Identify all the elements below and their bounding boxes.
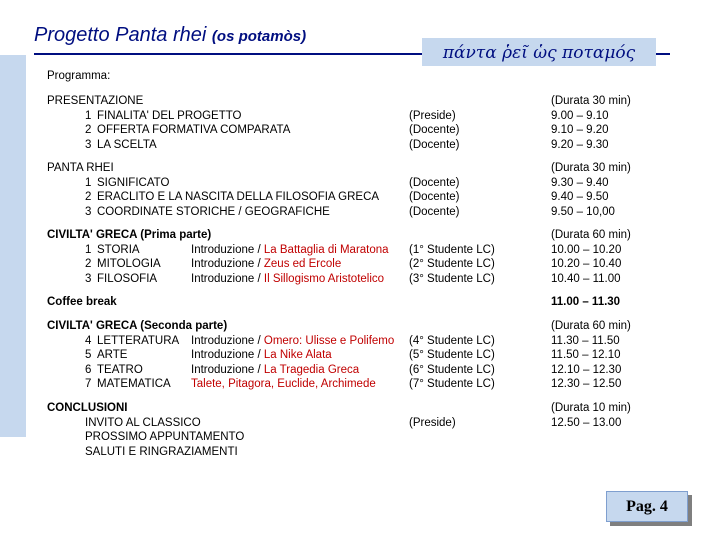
row-speaker: (4° Studente LC)	[409, 334, 495, 347]
section-heading: CIVILTA' GRECA (Prima parte)	[47, 229, 212, 241]
section-duration: (Durata 10 min)	[551, 402, 631, 414]
row-speaker: (5° Studente LC)	[409, 349, 495, 362]
row-speaker: (Docente)	[409, 124, 460, 137]
section-duration: (Durata 30 min)	[551, 95, 631, 107]
row-topic: Introduzione / Il Sillogismo Aristotelico	[191, 272, 385, 285]
coffee-break-time: 11.00 – 11.30	[551, 296, 621, 308]
row-topic: Introduzione / La Tragedia Greca	[191, 363, 360, 376]
conclusion-item: INVITO AL CLASSICO	[85, 416, 201, 429]
row-speaker: (2° Studente LC)	[409, 258, 495, 271]
row-time: 12.50 – 13.00	[551, 416, 622, 429]
row-time: 11.30 – 11.50	[551, 334, 620, 347]
section-duration: (Durata 60 min)	[551, 229, 631, 241]
row-topic: Talete, Pitagora, Euclide, Archimede	[191, 378, 376, 391]
coffee-break-label: Coffee break	[47, 296, 117, 308]
section-duration: (Durata 60 min)	[551, 320, 631, 332]
row-speaker: (Docente)	[409, 176, 460, 189]
row-number: 5	[85, 349, 92, 362]
row-topic: Introduzione / La Battaglia di Maratona	[191, 243, 389, 256]
row-number: 3	[85, 138, 92, 151]
row-label: STORIA	[97, 243, 140, 256]
row-label: MITOLOGIA	[97, 258, 161, 271]
row-number: 1	[85, 109, 92, 122]
row-topic: Introduzione / Omero: Ulisse e Polifemo	[191, 334, 395, 347]
row-time: 9.20 – 9.30	[551, 138, 609, 151]
row-number: 6	[85, 363, 92, 376]
row-number: 1	[85, 176, 92, 189]
section-heading: PANTA RHEI	[47, 162, 114, 174]
section-heading: CIVILTA' GRECA (Seconda parte)	[47, 320, 228, 332]
row-speaker: (7° Studente LC)	[409, 378, 495, 391]
row-number: 7	[85, 378, 92, 391]
row-topic: Introduzione / Zeus ed Ercole	[191, 258, 342, 271]
section-heading: PRESENTAZIONE	[47, 95, 144, 107]
section-heading: CONCLUSIONI	[47, 402, 128, 414]
title-main: Progetto Panta rhei	[34, 24, 207, 46]
row-number: 2	[85, 258, 92, 271]
row-speaker: (6° Studente LC)	[409, 363, 495, 376]
row-label: SIGNIFICATO	[97, 176, 170, 189]
row-time: 9.40 – 9.50	[551, 191, 609, 204]
row-label: FILOSOFIA	[97, 272, 158, 285]
page-title	[34, 24, 306, 47]
row-label: MATEMATICA	[97, 378, 171, 391]
left-accent-bar	[0, 55, 26, 437]
row-time: 11.50 – 12.10	[551, 349, 621, 362]
row-number: 1	[85, 243, 92, 256]
row-label: LA SCELTA	[97, 138, 157, 151]
row-label: LETTERATURA	[97, 334, 180, 347]
row-speaker: (Docente)	[409, 205, 460, 218]
row-time: 10.20 – 10.40	[551, 258, 622, 271]
title-sub: (os potamòs)	[211, 28, 307, 45]
row-speaker: (3° Studente LC)	[409, 272, 495, 285]
row-time: 9.00 – 9.10	[551, 109, 609, 122]
row-topic: Introduzione / La Nike Alata	[191, 349, 332, 362]
section-duration: (Durata 30 min)	[551, 162, 631, 174]
row-label: FINALITA' DEL PROGETTO	[97, 109, 242, 122]
row-number: 2	[85, 124, 92, 137]
row-time: 10.00 – 10.20	[551, 243, 622, 256]
programma-label: Programma:	[47, 70, 111, 82]
row-speaker: (Preside)	[409, 109, 456, 122]
row-number: 3	[85, 205, 92, 218]
row-speaker: (Docente)	[409, 191, 460, 204]
row-number: 4	[85, 334, 92, 347]
page-number-label: Pag. 4	[606, 491, 688, 522]
row-label: COORDINATE STORICHE / GEOGRAFICHE	[97, 205, 330, 218]
row-time: 12.30 – 12.50	[551, 378, 622, 391]
page-number-badge	[606, 491, 692, 526]
row-label: ERACLITO E LA NASCITA DELLA FILOSOFIA GRECA	[97, 191, 380, 204]
row-number: 2	[85, 191, 92, 204]
row-number: 3	[85, 272, 92, 285]
row-label: ARTE	[97, 349, 128, 362]
row-time: 9.10 – 9.20	[551, 124, 609, 137]
greek-motto-box: πάντα ῥεῖ ὡς ποταμός	[422, 38, 656, 66]
row-time: 12.10 – 12.30	[551, 363, 622, 376]
row-speaker: (Docente)	[409, 138, 460, 151]
row-time: 9.30 – 9.40	[551, 176, 609, 189]
conclusion-item: PROSSIMO APPUNTAMENTO	[85, 431, 245, 444]
row-label: OFFERTA FORMATIVA COMPARATA	[97, 124, 291, 137]
conclusion-item: SALUTI E RINGRAZIAMENTI	[85, 445, 238, 458]
row-speaker: (1° Studente LC)	[409, 243, 495, 256]
row-time: 9.50 – 10,00	[551, 205, 615, 218]
row-time: 10.40 – 11.00	[551, 272, 621, 285]
row-speaker: (Preside)	[409, 416, 456, 429]
row-label: TEATRO	[97, 363, 143, 376]
